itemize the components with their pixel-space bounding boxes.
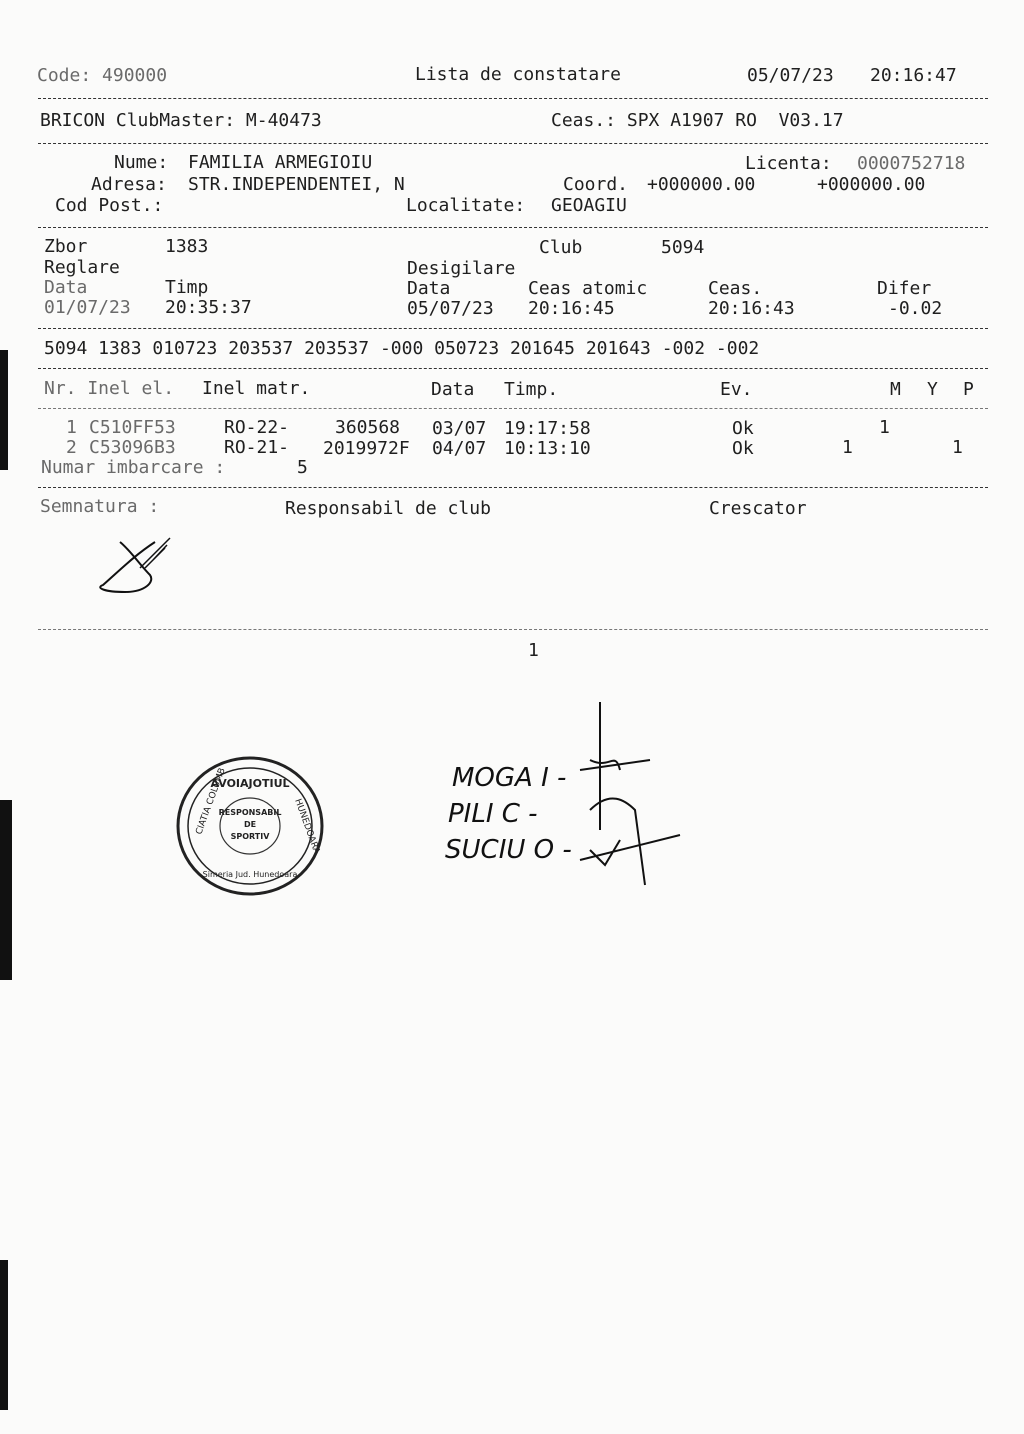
col-y: Y [927,379,938,400]
signature-scribble [95,530,185,600]
timp-label: Timp [165,277,209,298]
licence-label: Licenta: [745,153,832,174]
crescator-label: Crescator [709,498,807,519]
svg-text:SPORTIV: SPORTIV [230,832,270,841]
row-ev: Ok [732,438,754,459]
row-y: 1 [842,437,853,458]
semnatura-label: Semnatura : [40,496,160,517]
club-stamp [175,755,325,897]
svg-text:AVOIAJOTIUL: AVOIAJOTIUL [210,777,290,790]
locality-label: Localitate: [406,195,526,216]
header-time: 20:16:47 [870,65,957,86]
svg-text:CIATIA COLUMB: CIATIA COLUMB [194,766,228,837]
col-inel-matr: Inel matr. [202,378,311,399]
zbor-value: 1383 [165,236,209,257]
handwritten-names [440,700,690,890]
divider [38,143,988,144]
divider [38,227,988,228]
summary-code-line: 5094 1383 010723 203537 203537 -000 050723 201645 201643 -002 -002 [44,338,760,359]
col-ev: Ev. [720,379,753,400]
svg-text:DE: DE [243,820,257,829]
handwritten-line-1: MOGA I - [452,763,567,793]
locality: GEOAGIU [551,195,627,216]
scan-edge-mark [0,1260,8,1410]
page-number: 1 [528,640,539,661]
header-date: 05/07/23 [747,65,834,86]
coord-label: Coord. [563,174,629,195]
col-nr-inel-el: Nr. Inel el. [44,378,175,399]
coord-x: +000000.00 [647,174,756,195]
col-timp: Timp. [504,379,559,400]
col-m: M [890,379,901,400]
row-time: 10:13:10 [504,438,591,459]
atomic-time: 20:16:45 [528,298,615,319]
divider [38,368,988,369]
ceas-atomic-label: Ceas atomic [528,278,648,299]
divider [38,98,988,99]
row-ring: 360568 [335,417,401,438]
reglare-label: Reglare [44,257,120,278]
row-m: 1 [879,417,890,438]
divider [38,629,988,630]
ceas-label: Ceas. [708,278,763,299]
address-label: Adresa: [91,174,167,195]
reglare-date: 01/07/23 [44,297,131,318]
scan-edge-mark [0,800,12,980]
row-ring: 2019972F [323,438,410,459]
embark-count: 5 [297,457,308,478]
club-value: 5094 [661,237,705,258]
postcode-label: Cod Post.: [55,195,164,216]
handwritten-line-2: PILI C - [448,799,538,829]
document-title: Lista de constatare [415,64,621,85]
row-nr: 2 [66,437,77,458]
clock-id: Ceas.: SPX A1907 RO V03.17 [551,110,844,131]
code-label: Code: 490000 [37,65,168,86]
svg-text:RESPONSABIL: RESPONSABIL [218,808,282,817]
clock-time: 20:16:43 [708,298,795,319]
handwritten-line-3: SUCIU O - [445,835,572,865]
desigilare-label: Desigilare [407,258,516,279]
svg-text:HUNEDOARA: HUNEDOARA [292,797,322,856]
svg-text:Simeria Jud. Hunedoara: Simeria Jud. Hunedoara [202,870,298,879]
club-label: Club [539,237,583,258]
row-p: 1 [952,437,963,458]
row-inel-el: C53096B3 [89,437,176,458]
owner-name: FAMILIA ARMEGIOIU [188,152,373,173]
row-date: 03/07 [432,418,487,439]
responsabil-label: Responsabil de club [285,498,491,519]
row-country: RO-22- [224,417,290,438]
divider [38,328,988,329]
desigilare-date: 05/07/23 [407,298,494,319]
zbor-label: Zbor [44,236,88,257]
reglare-time: 20:35:37 [165,297,252,318]
divider [38,487,988,488]
clubmaster-id: BRICON ClubMaster: M-40473 [40,110,322,131]
time-difference: -0.02 [888,298,943,319]
coord-y: +000000.00 [817,174,926,195]
row-ev: Ok [732,418,754,439]
licence-number: 0000752718 [857,153,966,174]
row-nr: 1 [66,417,77,438]
scan-edge-mark [0,350,8,470]
row-country: RO-21- [224,437,290,458]
data2-label: Data [407,278,451,299]
divider [38,408,988,409]
data-label: Data [44,277,88,298]
owner-address: STR.INDEPENDENTEI, N [188,174,405,195]
embark-label: Numar imbarcare : [41,457,226,478]
name-label: Nume: [114,152,169,173]
col-p: P [963,379,974,400]
row-inel-el: C510FF53 [89,417,176,438]
col-data: Data [431,379,475,400]
row-date: 04/07 [432,438,487,459]
difer-label: Difer [877,278,932,299]
row-time: 19:17:58 [504,418,591,439]
